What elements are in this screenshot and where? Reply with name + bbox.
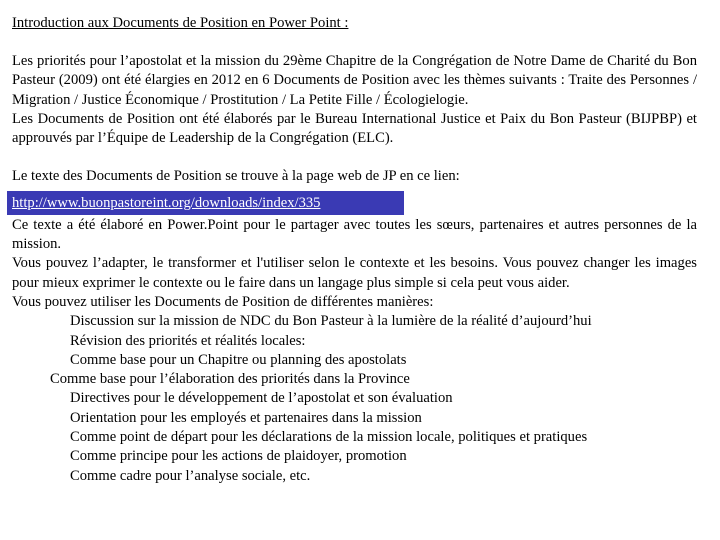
document-page [12,14,697,486]
usage-item: Comme base pour un Chapitre ou planning des apostolats [70,351,407,368]
usage-item: Comme base pour l’élaboration des priorités dans la Province [50,371,410,388]
link-highlight [7,191,404,215]
usage-item: Discussion sur la mission de NDC du Bon Pasteur à la lumière de la réalité d’aujourd’hui [70,313,592,330]
powerpoint-paragraph: Ce texte a été élaboré en Power.Point pour le partager avec toutes les sœurs, partenaires et autres personnes de la mission. [12,216,697,253]
usage-item: Révision des priorités et réalités locales: [70,332,306,349]
usage-item: Comme principe pour les actions de plaidoyer, promotion [70,448,407,465]
link-intro-text: Le texte des Documents de Position se trouve à la page web de JP en ce lien: [12,168,460,185]
usage-intro: Vous pouvez utiliser les Documents de Position de différentes manières: [12,293,434,310]
usage-item: Orientation pour les employés et partenaires dans la mission [70,409,422,426]
document-title: Introduction aux Documents de Position en Power Point : [12,15,349,31]
intro-paragraph: Les priorités pour l’apostolat et la mission du 29ème Chapitre de la Congrégation de Notre Dame de Charité du Bon Pasteur (2009) ont été élargies en 2012 en 6 Documents de Position avec les thèmes suivants : Traite des Personnes / Migration / Justice Économique / Prostitution / La Petite Fille / Écologielogie. [12,53,697,108]
usage-item: Comme point de départ pour les déclarations de la mission locale, politiques et pratiques [70,429,588,446]
authors-paragraph: Les Documents de Position ont été élaborés par le Bureau International Justice et Paix du Bon Pasteur (BIJPBP) et approuvés par l’Équipe de Leadership de la Congrégation (ELC). [12,110,697,147]
adapt-paragraph: Vous pouvez l’adapter, le transformer et l'utiliser selon le contexte et les besoins. Vous pouvez changer les images pour mieux exprimer le contexte ou le faire dans un langage plus simple si cela peut vous aider. [12,255,697,291]
usage-item: Directives pour le développement de l’apostolat et son évaluation [70,390,453,407]
usage-item: Comme cadre pour l’analyse sociale, etc. [70,467,311,484]
documents-link[interactable]: http://www.buonpastoreint.org/downloads/index/335 [12,194,321,211]
